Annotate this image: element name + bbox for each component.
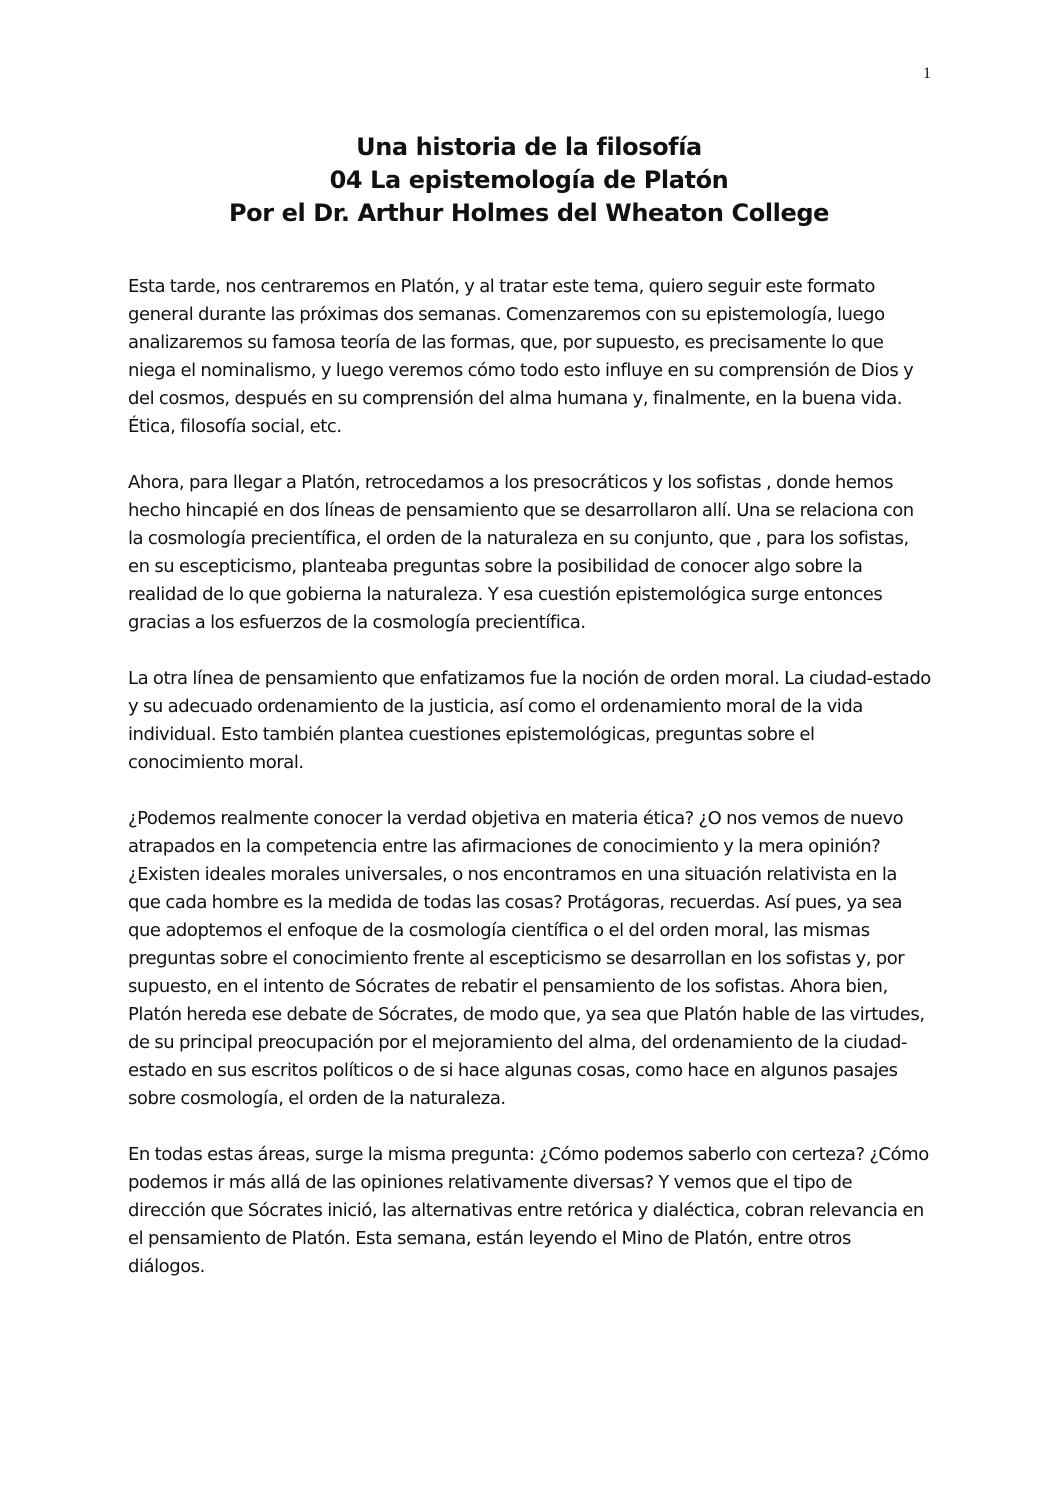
lecture-title: 04 La epistemología de Platón (329, 166, 729, 194)
paragraph: ¿Podemos realmente conocer la verdad objetiva en materia ética? ¿O nos vemos de nuevo atrapados en la competencia entre las afirmaciones de conocimiento y la mera opinión? ¿Existen ideales morales universales, o nos encontramos en una situación relativista en la que cada hombre es la medida de todas las cosas? Protágoras, recuerdas. Así pues, ya sea que adoptemos el enfoque de la cosmología científica o el del orden moral, las mismas preguntas sobre el conocimiento frente al escepticismo se desarrollan en los sofistas y, por supuesto, en el intento de Sócrates de rebatir el pensamiento de los sofistas. Ahora bien, Platón hereda ese debate de Sócrates, de modo que, ya sea que Platón hable de las virtudes, de su principal preocupación por el mejoramiento del alma, del ordenamiento de la ciudad-estado en sus escritos políticos o de si hace algunas cosas, como hace en algunos pasajes sobre cosmología, el orden de la naturaleza. (128, 808, 925, 1109)
document-body (128, 273, 932, 1309)
series-title: Una historia de la filosofía (356, 133, 702, 161)
paragraph: En todas estas áreas, surge la misma pregunta: ¿Cómo podemos saberlo con certeza? ¿Cómo podemos ir más allá de las opiniones relativamente diversas? Y vemos que el tipo de dirección que Sócrates inició, las alternativas entre retórica y dialéctica, cobran relevancia en el pensamiento de Platón. Esta semana, están leyendo el Mino de Platón, entre otros diálogos. (128, 1144, 929, 1277)
paragraph: Ahora, para llegar a Platón, retrocedamos a los presocráticos y los sofistas , donde hemos hecho hincapié en dos líneas de pensamiento que se desarrollaron allí. Una se relaciona con la cosmología precientífica, el orden de la naturaleza en su conjunto, que , para los sofistas, en su escepticismo, planteaba preguntas sobre la posibilidad de conocer algo sobre la realidad de lo que gobierna la naturaleza. Y esa cuestión epistemológica surge entonces gracias a los esfuerzos de la cosmología precientífica. (128, 472, 914, 633)
page-number: 1 (923, 65, 931, 82)
author-line: Por el Dr. Arthur Holmes del Wheaton College (228, 199, 830, 227)
paragraph: La otra línea de pensamiento que enfatizamos fue la noción de orden moral. La ciudad-estado y su adecuado ordenamiento de la justicia, así como el ordenamiento moral de la vida individual. Esto también plantea cuestiones epistemológicas, preguntas sobre el conocimiento moral. (128, 668, 931, 773)
document-title (0, 131, 1058, 230)
paragraph: Esta tarde, nos centraremos en Platón, y al tratar este tema, quiero seguir este formato general durante las próximas dos semanas. Comenzaremos con su epistemología, luego analizaremos su famosa teoría de las formas, que, por supuesto, es precisamente lo que niega el nominalismo, y luego veremos cómo todo esto influye en su comprensión de Dios y del cosmos, después en su comprensión del alma humana y, finalmente, en la buena vida. Ética, filosofía social, etc. (128, 276, 914, 437)
